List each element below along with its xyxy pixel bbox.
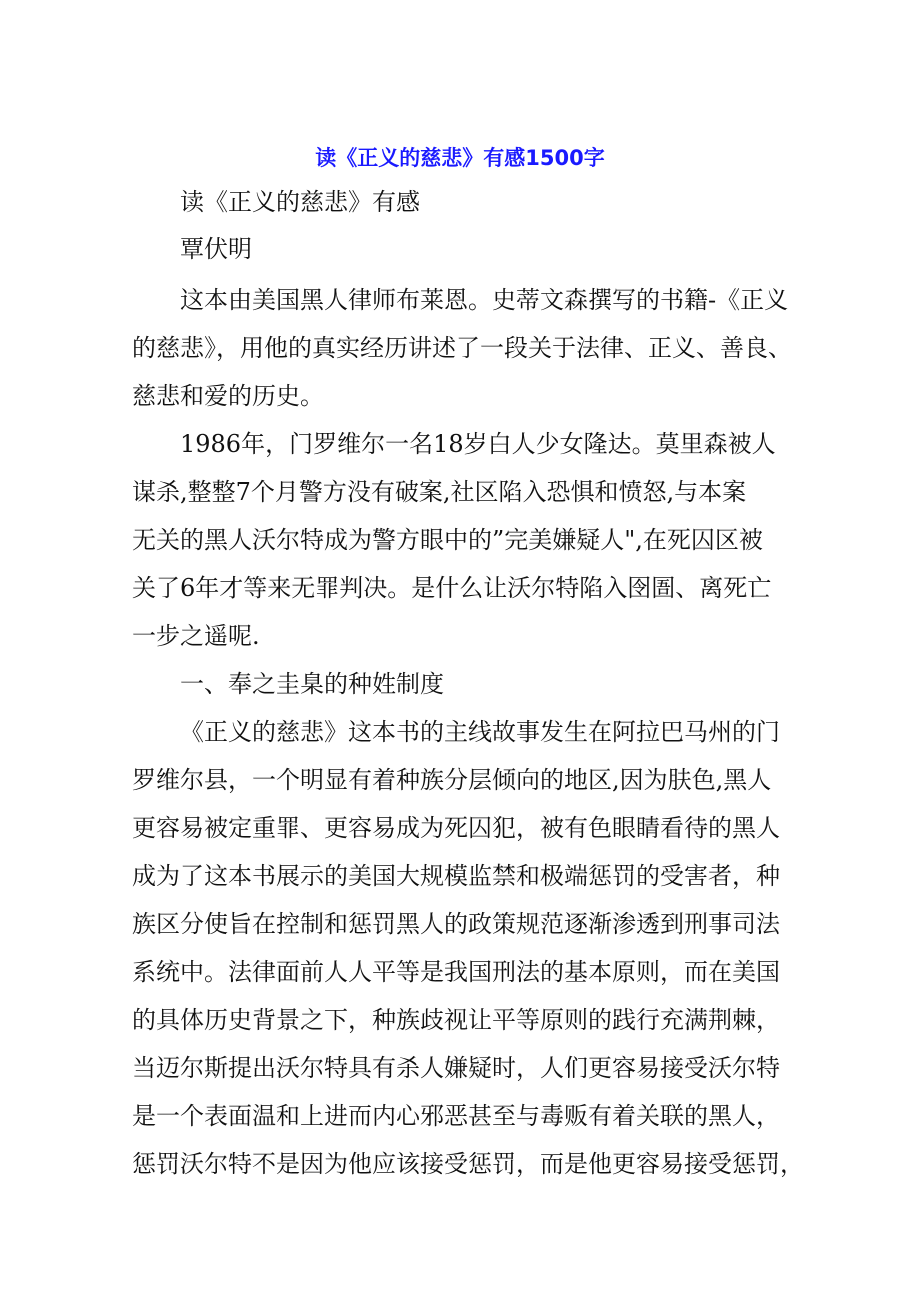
paragraph-line: 这本由美国黑人律师布莱恩。史蒂文森撰写的书籍-《正义 — [180, 286, 789, 314]
paragraph-line: 罗维尔县，一个明显有着种族分层倾向的地区,因为肤色,黑人 — [132, 766, 772, 794]
author-line: 覃伏明 — [180, 235, 252, 263]
paragraph-line: 慈悲和爱的历史。 — [132, 382, 324, 410]
paragraph-line: 《正义的慈悲》这本书的主线故事发生在阿拉巴马州的门 — [180, 718, 780, 746]
paragraph-line: 成为了这本书展示的美国大规模监禁和极端惩罚的受害者，种 — [132, 862, 780, 890]
paragraph-line: 系统中。法律面前人人平等是我国刑法的基本原则，而在美国 — [132, 958, 780, 986]
paragraph-line: 谋杀,整整7个月警方没有破案,社区陷入恐惧和愤怒,与本案 — [132, 478, 747, 506]
document-title: 读《正义的慈悲》有感1500字 — [315, 146, 605, 170]
paragraph-line: 更容易被定重罪、更容易成为死囚犯，被有色眼睛看待的黑人 — [132, 814, 780, 842]
paragraph-line: 的具体历史背景之下，种族歧视让平等原则的践行充满荆棘， — [132, 1006, 780, 1034]
paragraph-line: 族区分使旨在控制和惩罚黑人的政策规范逐渐渗透到刑事司法 — [132, 910, 780, 938]
paragraph-line: 无关的黑人沃尔特成为警方眼中的”完美嫌疑人",在死囚区被 — [132, 526, 763, 554]
paragraph-line: 惩罚沃尔特不是因为他应该接受惩罚，而是他更容易接受惩罚， — [132, 1150, 804, 1178]
paragraph-line: 1986年，门罗维尔一名18岁白人少女隆达。莫里森被人 — [180, 430, 776, 458]
paragraph-line: 关了6年才等来无罪判决。是什么让沃尔特陷入囹圄、离死亡 — [132, 574, 772, 602]
paragraph-line: 是一个表面温和上进而内心邪恶甚至与毒贩有着关联的黑人， — [132, 1102, 780, 1130]
paragraph-line: 一步之遥呢. — [132, 622, 260, 650]
section-heading: 一、奉之圭臬的种姓制度 — [180, 670, 444, 698]
subtitle-line: 读《正义的慈悲》有感 — [180, 188, 420, 216]
paragraph-line: 当迈尔斯提出沃尔特具有杀人嫌疑时，人们更容易接受沃尔特 — [132, 1054, 780, 1082]
paragraph-line: 的慈悲》，用他的真实经历讲述了一段关于法律、正义、善良、 — [132, 334, 792, 362]
